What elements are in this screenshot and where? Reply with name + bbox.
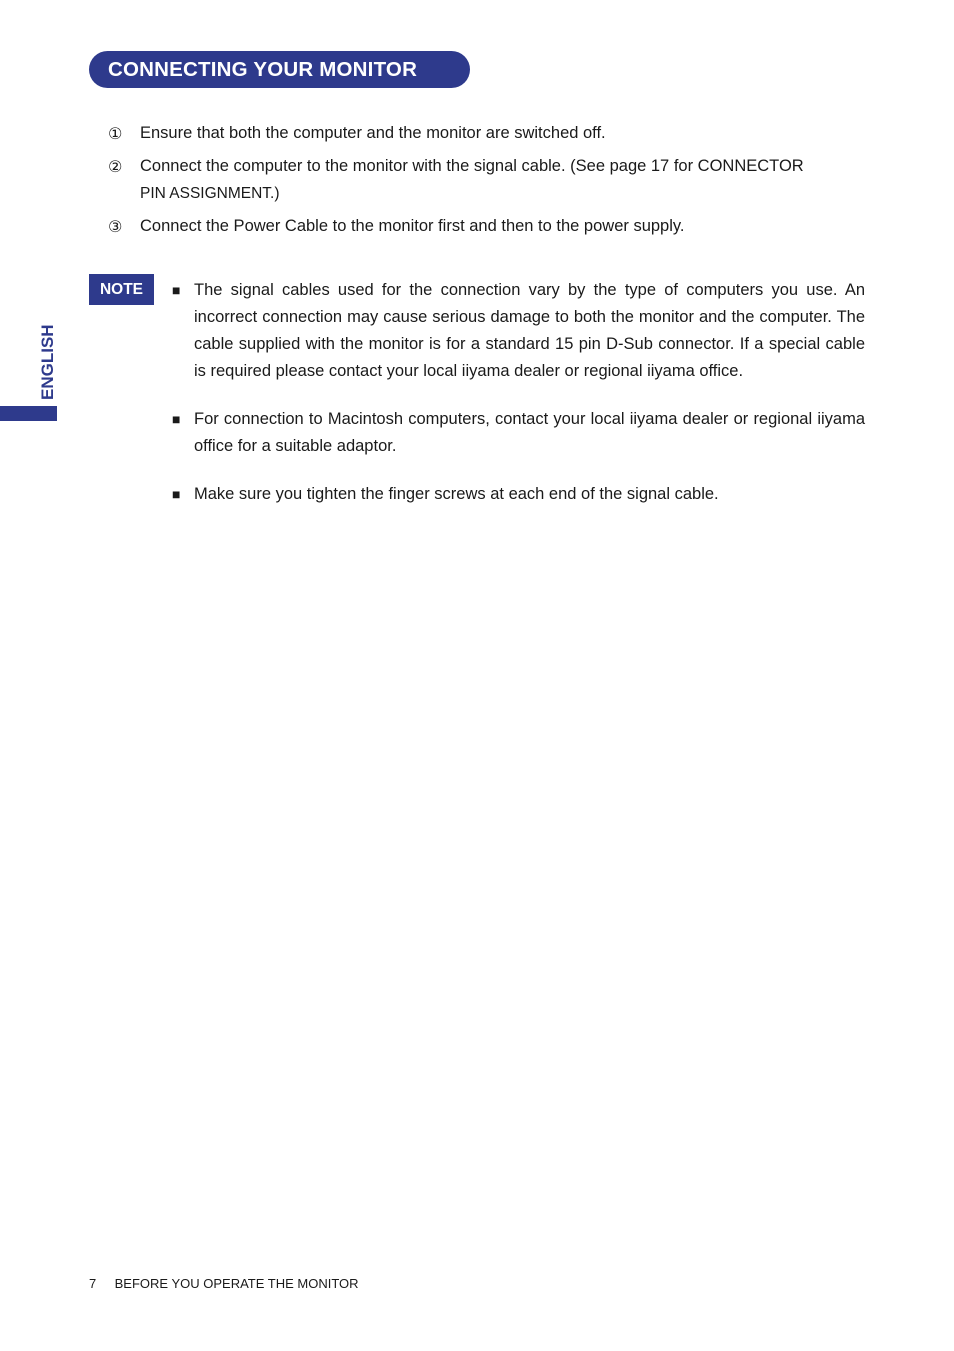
note-text: Make sure you tighten the finger screws at each end of the signal cable. <box>194 485 719 503</box>
section-title: CONNECTING YOUR MONITOR <box>89 51 470 88</box>
note-list <box>172 277 865 508</box>
step-text: Connect the Power Cable to the monitor first and then to the power supply. <box>140 217 685 235</box>
language-tab-marker <box>0 406 57 421</box>
step-text: Connect the computer to the monitor with the signal cable. (See page 17 for CONNECTOR <box>140 157 804 175</box>
connection-steps <box>108 120 865 240</box>
note-text: For connection to Macintosh computers, contact your local iiyama dealer or regional iiyama office for a suitable adaptor. <box>194 410 865 455</box>
step-text: Ensure that both the computer and the monitor are switched off. <box>140 124 606 142</box>
square-bullet-icon: ■ <box>172 486 181 502</box>
step-number: ① <box>108 124 123 143</box>
square-bullet-icon: ■ <box>172 282 181 298</box>
step-item <box>108 153 865 207</box>
page-footer <box>89 1276 359 1291</box>
square-bullet-icon: ■ <box>172 411 181 427</box>
step-number: ③ <box>108 217 123 236</box>
note-item <box>172 481 865 508</box>
step-number: ② <box>108 157 123 176</box>
step-text-continuation: PIN ASSIGNMENT.) <box>140 185 280 202</box>
footer-section-title: BEFORE YOU OPERATE THE MONITOR <box>114 1276 359 1291</box>
step-item <box>108 213 865 240</box>
note-item <box>172 406 865 460</box>
note-item <box>172 277 865 385</box>
page-number: 7 <box>89 1276 97 1291</box>
step-item <box>108 120 865 147</box>
language-label: ENGLISH <box>38 324 57 400</box>
note-text: The signal cables used for the connection vary by the type of computers you use. An incorrect connection may cause serious damage to both the monitor and the computer. The cable supplied with the monitor is for a standard 15 pin D-Sub connector. If a special cable is required please contact your local iiyama dealer or regional iiyama office. <box>194 281 865 380</box>
note-badge: NOTE <box>89 274 154 305</box>
